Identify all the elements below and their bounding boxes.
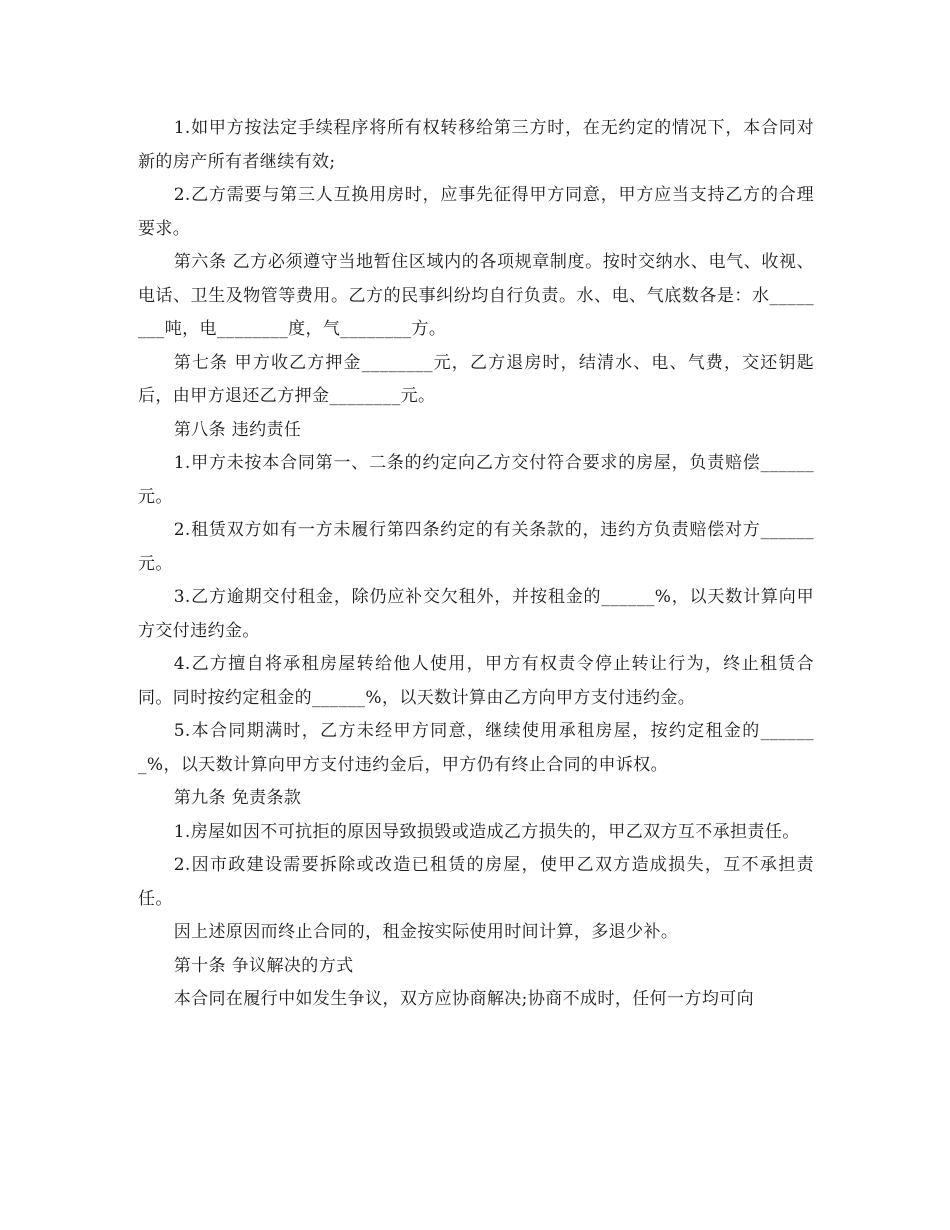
article-nine-item-2: 2.因市政建设需要拆除或改造已租赁的房屋，使甲乙双方造成损失，互不承担责任。 [138,855,814,909]
contract-body [138,112,814,1017]
article-seven: 第七条 甲方收乙方押金________元，乙方退房时，结清水、电、气费，交还钥匙后，由甲方退还乙方押金________元。 [138,352,814,406]
article-eight-item-3: 3.乙方逾期交付租金，除仍应补交欠租外，并按租金的______%，以天数计算向甲方交付违约金。 [138,587,814,641]
clause-transfer-ownership: 1.如甲方按法定手续程序将所有权转移给第三方时，在无约定的情况下，本合同对新的房产所有者继续有效; [138,118,814,172]
clause-exchange-housing: 2.乙方需要与第三人互换用房时，应事先征得甲方同意，甲方应当支持乙方的合理要求。 [138,185,814,239]
article-six: 第六条 乙方必须遵守当地暂住区域内的各项规章制度。按时交纳水、电气、收视、电话、卫生及物管等费用。乙方的民事纠纷均自行负责。水、电、气底数各是：水________吨，电________度，气________方。 [138,252,814,339]
article-eight-heading: 第八条 违约责任 [173,419,302,440]
article-ten-heading: 第十条 争议解决的方式 [173,955,354,976]
article-nine-heading: 第九条 免责条款 [173,788,302,808]
article-eight-item-2: 2.租赁双方如有一方未履行第四条约定的有关条款的，违约方负责赔偿对方______元。 [138,520,814,574]
article-eight-item-5: 5.本合同期满时，乙方未经甲方同意，继续使用承租房屋，按约定租金的_______%，以天数计算向甲方支付违约金后，甲方仍有终止合同的申诉权。 [138,721,814,775]
article-eight-item-4: 4.乙方擅自将承租房屋转给他人使用，甲方有权责令停止转让行为，终止租赁合同。同时按约定租金的______%，以天数计算由乙方向甲方支付违约金。 [138,654,814,708]
article-ten-text: 本合同在履行中如发生争议，双方应协商解决;协商不成时，任何一方均可向 [173,989,755,1009]
article-eight-item-1: 1.甲方未按本合同第一、二条的约定向乙方交付符合要求的房屋，负责赔偿______元。 [138,453,814,507]
article-nine-note: 因上述原因而终止合同的，租金按实际使用时间计算，多退少补。 [173,922,679,942]
article-nine-item-1: 1.房屋如因不可抗拒的原因导致损毁或造成乙方损失的，甲乙双方互不承担责任。 [173,821,800,842]
